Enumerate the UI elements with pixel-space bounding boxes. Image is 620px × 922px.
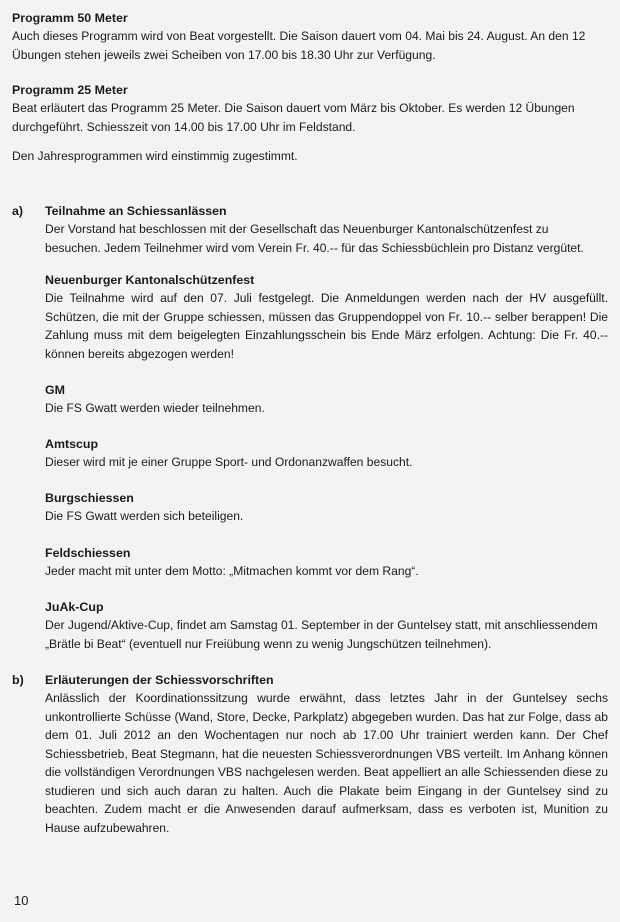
section-title: Burgschiessen [45,491,134,505]
section-text: Anlässlich der Koordinationssitzung wurde erwähnt, dass letztes Jahr in der Guntelsey sechs unkontrollierte Schüsse (Wand, Store, Decke, Parkplatz) abgegeben wurden. Das hat zur Folge, dass ab dem 01. Juli 2012 an den Wochentagen nur noch ab 17.00 Uhr trainiert werden kann. Der Chef Schiessbetrieb, Beat Stegmann, hat die neuesten Schiessverordnungen VBS verteilt. Im Anhang können die vollständigen Verordnungen VBS nachgelesen werden. Beat appelliert an alle Schiessenden diese zu studieren und sich auch daran zu halten. Auch die Plakate beim Eingang in der Guntelsey sind zu beachten. Zudem macht er die Anwesenden darauf aufmerksam, dass es verboten ist, Munition zu Hause aufzubewahren. [45,691,608,835]
section-text: Der Jugend/Aktive-Cup, findet am Samstag 01. September in der Guntelsey statt, mit anschliessendem „Brätle bi Beat“ (eventuell nur Freiübung wenn zu wenig Jungschützen teilnehmen). [45,618,598,651]
section-text: Jeder macht mit unter dem Motto: „Mitmachen kommt vor dem Rang“. [45,564,419,578]
section-text: Die FS Gwatt werden sich beteiligen. [45,509,244,523]
section-text: Die Teilnahme wird auf den 07. Juli festgelegt. Die Anmeldungen werden nach der HV ausgefüllt. Schützen, die mit der Gruppe schiessen, müssen das Gruppendoppel von Fr. 10.-- selber berappen! Die Zahlung muss mit dem beigelegten Einzahlungsschein bis Ende März erfolgen. Achtung: Die Fr. 40.-- können bereits abgezogen werden! [45,291,608,361]
section-text: Der Vorstand hat beschlossen mit der Gesellschaft das Neuenburger Kantonalschützenfest zu besuchen. Jedem Teilnehmer wird vom Verein Fr. 40.-- für das Schiessbüchlein pro Distanz vergütet. [45,222,584,255]
section-feldschiessen [45,545,605,581]
section-amtscup [45,436,605,472]
section-text: Auch dieses Programm wird von Beat vorgestellt. Die Saison dauert vom 04. Mai bis 24. August. An den 12 Übungen stehen jeweils zwei Scheiben von 17.00 bis 18.30 Uhr zur Verfügung. [12,29,586,62]
section-title: GM [45,383,65,397]
section-jahresprogramm [12,147,606,166]
section-title: Teilnahme an Schiessanlässen [45,204,227,218]
section-title: Erläuterungen der Schiessvorschriften [45,673,274,687]
section-title: Programm 50 Meter [12,11,128,25]
item-letter-b: b) [12,673,24,687]
section-gm [45,382,605,418]
section-title: Amtscup [45,437,99,451]
section-text: Den Jahresprogrammen wird einstimmig zugestimmt. [12,149,298,163]
page-number: 10 [14,893,29,908]
section-text: Dieser wird mit je einer Gruppe Sport- und Ordonanzwaffen besucht. [45,455,413,469]
section-title: JuAk-Cup [45,600,104,614]
section-programm-50 [12,10,604,64]
section-programm-25 [12,82,606,136]
section-schiessvorschriften [45,672,608,837]
section-juak-cup [45,599,608,653]
section-text: Beat erläutert das Programm 25 Meter. Die Saison dauert vom März bis Oktober. Es werden 12 Übungen durchgeführt. Schiesszeit von 14.00 bis 17.00 Uhr im Feldstand. [12,101,575,134]
section-burgschiessen [45,490,605,526]
section-title: Neuenburger Kantonalschützenfest [45,273,255,287]
section-teilnahme [45,203,607,257]
section-text: Die FS Gwatt werden wieder teilnehmen. [45,401,265,415]
section-title: Feldschiessen [45,546,131,560]
section-title: Programm 25 Meter [12,83,128,97]
section-neuenburger [45,272,608,363]
item-letter-a: a) [12,204,24,218]
